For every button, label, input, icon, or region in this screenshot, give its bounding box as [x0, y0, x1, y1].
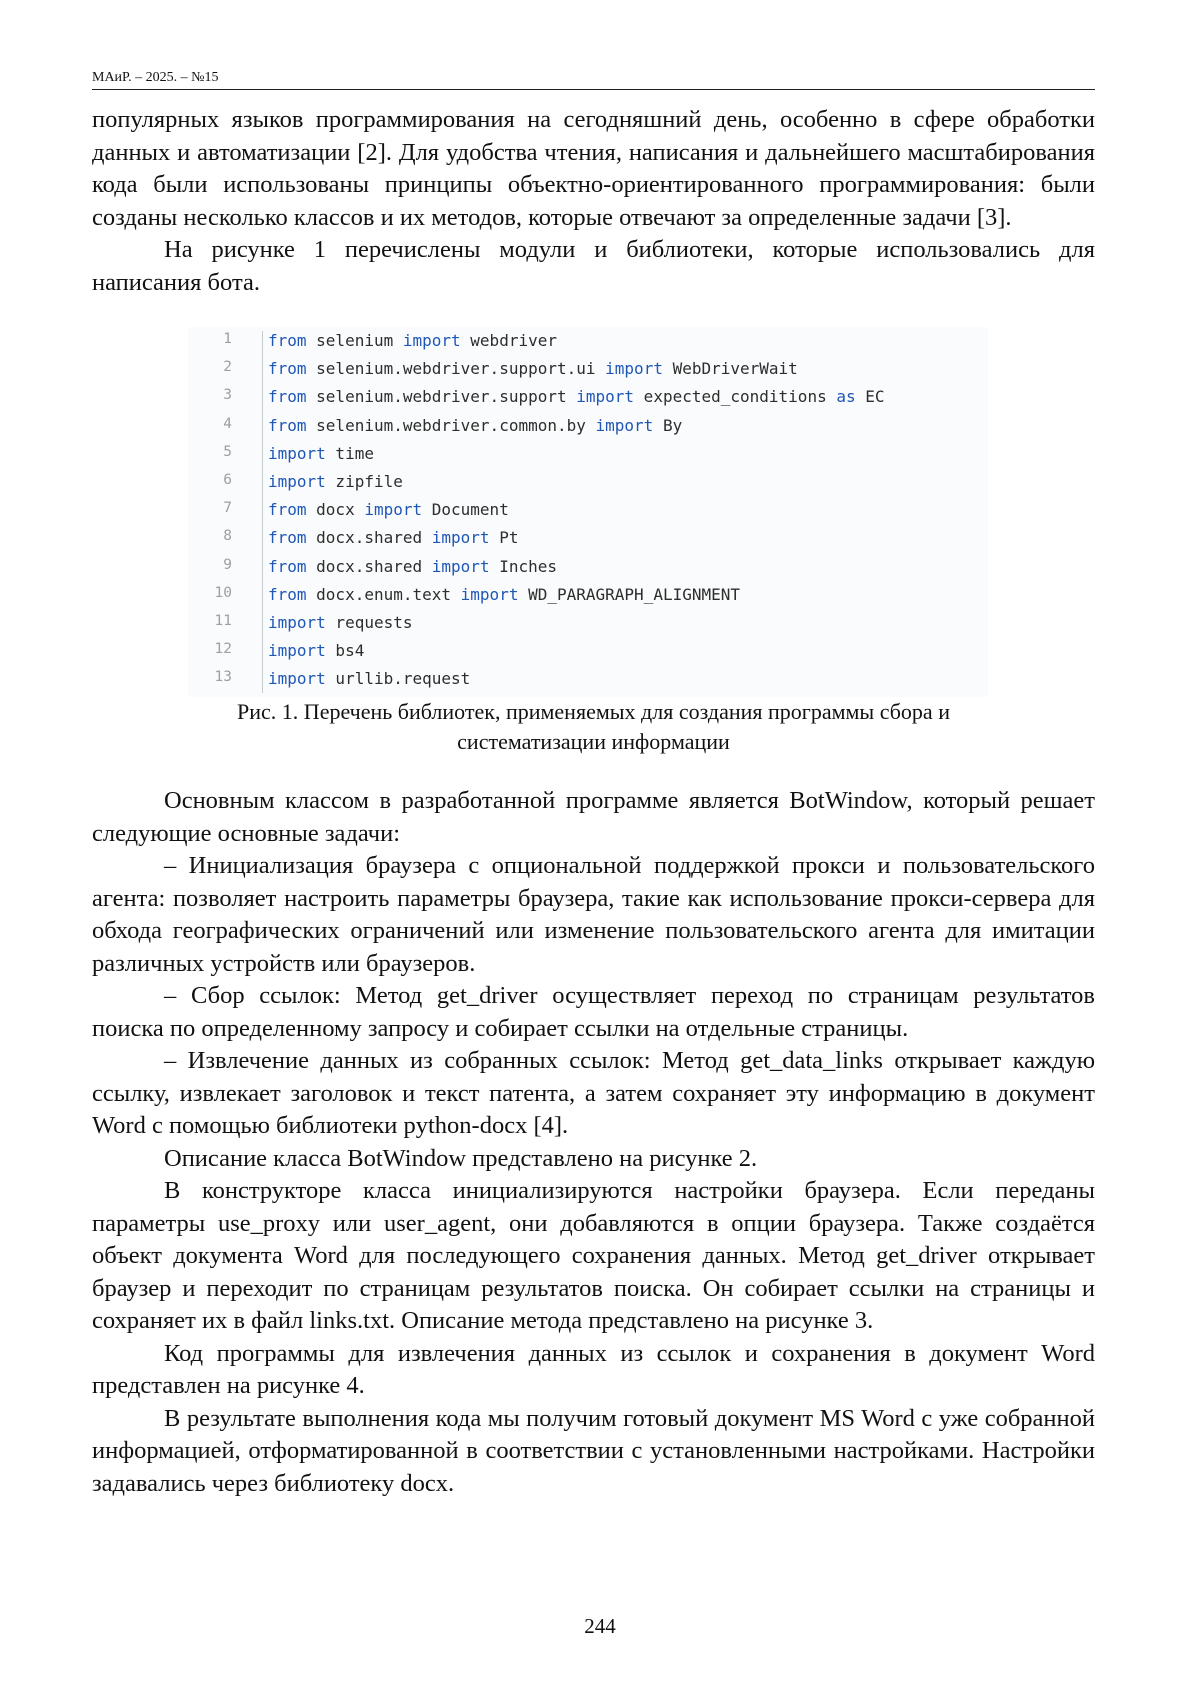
code-keyword: import: [432, 557, 490, 576]
code-keyword: from: [268, 557, 307, 576]
caption-line-2: систематизации информации: [92, 727, 1095, 757]
intro-block: [92, 104, 1095, 299]
paragraph-figure-2-ref: Описание класса BotWindow представлено на рисунке 2.: [92, 1143, 1095, 1176]
code-token: expected_conditions: [634, 387, 836, 406]
code-line: [188, 500, 988, 528]
line-number: 8: [188, 528, 232, 544]
code-line: [188, 528, 988, 556]
line-number: 1: [188, 331, 232, 347]
line-number: 11: [188, 613, 232, 629]
code-text: [268, 528, 518, 547]
code-token: Inches: [490, 557, 557, 576]
code-text: [268, 557, 557, 576]
code-line: [188, 444, 988, 472]
code-line: [188, 669, 988, 697]
code-listing-figure: [188, 327, 988, 697]
line-number: 12: [188, 641, 232, 657]
figure-1-caption: [92, 697, 1095, 757]
code-token: time: [326, 444, 374, 463]
line-number: 4: [188, 416, 232, 432]
paragraph-result: В результате выполнения кода мы получим готовый документ MS Word с уже собранной информацией, отформатированной в соответствии с установленными настройками. Настройки задавались через библиотеку docx.: [92, 1403, 1095, 1501]
line-number: 13: [188, 669, 232, 685]
code-token: WD_PARAGRAPH_ALIGNMENT: [518, 585, 740, 604]
code-keyword: import: [268, 641, 326, 660]
code-token: Pt: [490, 528, 519, 547]
line-number: 5: [188, 444, 232, 460]
code-keyword: import: [403, 331, 461, 350]
code-keyword: import: [605, 359, 663, 378]
code-token: docx: [307, 500, 365, 519]
caption-line-1: Рис. 1. Перечень библиотек, применяемых для создания программы сбора и: [92, 697, 1095, 727]
code-keyword: import: [596, 416, 654, 435]
intro-paragraph: популярных языков программирования на сегодняшний день, особенно в сфере обработки данных и автоматизации [2]. Для удобства чтения, написания и дальнейшего масштабирования кода были использованы принципы объектно-ориентированного программирования: были созданы несколько классов и их методов, которые отвечают за определенные задачи [3].: [92, 104, 1095, 234]
code-token: requests: [326, 613, 413, 632]
code-text: [268, 500, 509, 519]
code-text: [268, 444, 374, 463]
running-header: МАиР. – 2025. – №15: [92, 70, 1095, 90]
code-line: [188, 641, 988, 669]
code-keyword: from: [268, 528, 307, 547]
code-line: [188, 331, 988, 359]
code-text: [268, 416, 682, 435]
code-line: [188, 472, 988, 500]
code-text: [268, 641, 364, 660]
body-block: [92, 785, 1095, 1500]
code-token: WebDriverWait: [663, 359, 798, 378]
paragraph-figure-4-ref: Код программы для извлечения данных из ссылок и сохранения в документ Word представлен на рисунке 4.: [92, 1338, 1095, 1403]
code-keyword: from: [268, 359, 307, 378]
code-keyword: from: [268, 500, 307, 519]
page-number: 244: [0, 1614, 1200, 1639]
code-text: [268, 331, 557, 350]
code-keyword: from: [268, 585, 307, 604]
code-text: [268, 359, 798, 378]
code-token: zipfile: [326, 472, 403, 491]
code-line: [188, 359, 988, 387]
line-number: 6: [188, 472, 232, 488]
code-token: selenium.webdriver.common.by: [307, 416, 596, 435]
code-keyword: from: [268, 387, 307, 406]
list-item-browser-init: – Инициализация браузера с опциональной поддержкой прокси и пользовательского агента: позволяет настроить параметры браузера, такие как использование прокси-сервера для обхода географических ограничений или изменение пользовательского агента для имитации различных устройств или браузеров.: [92, 850, 1095, 980]
code-keyword: import: [576, 387, 634, 406]
code-keyword: from: [268, 331, 307, 350]
code-keyword: import: [268, 613, 326, 632]
code-keyword: from: [268, 416, 307, 435]
paragraph-constructor: В конструкторе класса инициализируются настройки браузера. Если переданы параметры use_proxy или user_agent, они добавляются в опции браузера. Также создаётся объект документа Word для последующего сохранения данных. Метод get_driver открывает браузер и переходит по страницам результатов поиска. Он собирает ссылки на страницы и сохраняет их в файл links.txt. Описание метода представлено на рисунке 3.: [92, 1175, 1095, 1338]
line-number: 7: [188, 500, 232, 516]
code-token: Document: [422, 500, 509, 519]
list-item-data-extraction: – Извлечение данных из собранных ссылок: Метод get_data_links открывает каждую ссылку, извлекает заголовок и текст патента, а затем сохраняет эту информацию в документ Word с помощью библиотеки python-docx [4].: [92, 1045, 1095, 1143]
code-text: [268, 585, 740, 604]
code-line: [188, 585, 988, 613]
code-text: [268, 387, 885, 406]
code-keyword: import: [268, 444, 326, 463]
code-keyword: as: [836, 387, 855, 406]
code-token: selenium: [307, 331, 403, 350]
line-number: 9: [188, 557, 232, 573]
code-keyword: import: [268, 472, 326, 491]
paper-page: [0, 0, 1200, 1698]
code-token: docx.shared: [307, 528, 432, 547]
code-keyword: import: [461, 585, 519, 604]
line-number: 10: [188, 585, 232, 601]
code-keyword: import: [268, 669, 326, 688]
paragraph-main-class: Основным классом в разработанной программе является BotWindow, который решает следующие основные задачи:: [92, 785, 1095, 850]
code-line: [188, 387, 988, 415]
code-token: docx.enum.text: [307, 585, 461, 604]
code-token: webdriver: [461, 331, 557, 350]
code-token: selenium.webdriver.support.ui: [307, 359, 606, 378]
code-token: EC: [856, 387, 885, 406]
code-line: [188, 416, 988, 444]
code-line: [188, 613, 988, 641]
code-token: By: [653, 416, 682, 435]
line-number: 2: [188, 359, 232, 375]
code-token: urllib.request: [326, 669, 471, 688]
figure-1-intro-paragraph: На рисунке 1 перечислены модули и библиотеки, которые использовались для написания бота.: [92, 234, 1095, 299]
code-token: bs4: [326, 641, 365, 660]
line-number: 3: [188, 387, 232, 403]
code-keyword: import: [364, 500, 422, 519]
code-token: selenium.webdriver.support: [307, 387, 577, 406]
code-keyword: import: [432, 528, 490, 547]
code-text: [268, 613, 413, 632]
code-token: docx.shared: [307, 557, 432, 576]
code-line: [188, 557, 988, 585]
list-item-link-collection: – Сбор ссылок: Метод get_driver осуществляет переход по страницам результатов поиска по определенному запросу и собирает ссылки на отдельные страницы.: [92, 980, 1095, 1045]
code-text: [268, 669, 470, 688]
code-text: [268, 472, 403, 491]
